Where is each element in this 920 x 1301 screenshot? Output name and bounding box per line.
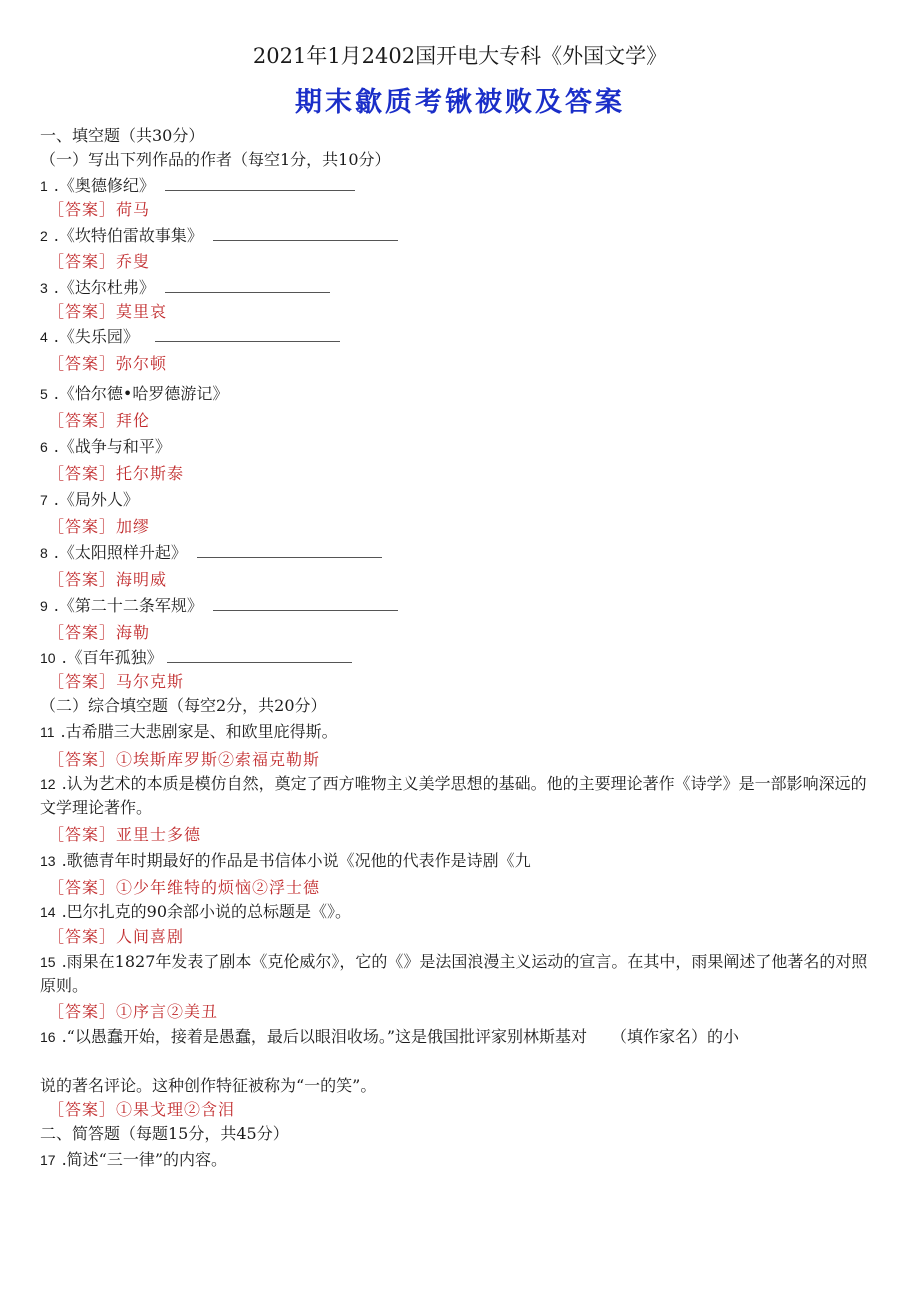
answer-12: ［答案］亚里士多德 xyxy=(48,825,202,844)
answer-2: ［答案］乔叟 xyxy=(48,252,151,271)
question-15 xyxy=(40,950,882,998)
question-12 xyxy=(40,772,882,820)
question-text: .《恰尔德•哈罗德游记》 xyxy=(53,384,229,403)
answer-5: ［答案］拜伦 xyxy=(48,411,151,430)
answer-blank xyxy=(155,340,340,342)
question-16-continued: 说的著名评论。这种创作特征被称为“一的笑”。 xyxy=(40,1076,377,1095)
question-number: 17 xyxy=(40,1152,56,1168)
question-2 xyxy=(40,226,398,246)
answer-16: ［答案］①果戈理②含泪 xyxy=(48,1100,236,1119)
question-4 xyxy=(40,327,340,347)
question-number: 3 xyxy=(40,280,48,296)
question-number: 9 xyxy=(40,598,48,614)
question-number: 12 xyxy=(40,776,56,792)
title-line-1: 2021年1月2402国开电大专科《外国文学》 xyxy=(252,44,668,68)
question-number: 5 xyxy=(40,386,48,402)
question-number: 11 xyxy=(40,724,55,740)
answer-13: ［答案］①少年维特的烦恼②浮士德 xyxy=(48,878,321,897)
question-text: .《奥德修纪》 xyxy=(53,176,155,195)
answer-blank xyxy=(213,239,398,241)
answer-8: ［答案］海明威 xyxy=(48,570,168,589)
question-16 xyxy=(40,1027,739,1047)
question-number: 2 xyxy=(40,228,48,244)
answer-10: ［答案］马尔克斯 xyxy=(48,672,185,691)
title-line-2: 期末歙质考锹被败及答案 xyxy=(295,87,625,118)
answer-3: ［答案］莫里哀 xyxy=(48,302,168,321)
answer-4: ［答案］弥尔顿 xyxy=(48,354,168,373)
question-6 xyxy=(40,437,171,457)
answer-blank xyxy=(165,189,355,191)
question-text: .雨果在1827年发表了剧本《克伦威尔》，它的《》是法国浪漫主义运动的宣言。在其中，雨果阐述了他著名的对照原则。 xyxy=(40,952,868,995)
question-text: .古希腊三大悲剧家是、和欧里庇得斯。 xyxy=(60,722,338,741)
question-number: 13 xyxy=(40,853,56,869)
question-number: 1 xyxy=(40,178,48,194)
question-number: 14 xyxy=(40,904,56,920)
question-text: .《第二十二条军规》 xyxy=(53,596,203,615)
question-10 xyxy=(40,648,352,668)
question-5 xyxy=(40,384,228,404)
question-text: .认为艺术的本质是模仿自然，奠定了西方唯物主义美学思想的基础。他的主要理论著作《诗学》是一部影响深远的文学理论著作。 xyxy=(40,774,867,817)
question-9 xyxy=(40,596,398,616)
question-8 xyxy=(40,543,382,563)
answer-14: ［答案］人间喜剧 xyxy=(48,927,185,946)
answer-1: ［答案］荷马 xyxy=(48,200,151,219)
answer-7: ［答案］加缪 xyxy=(48,517,151,536)
question-number: 10 xyxy=(40,650,56,666)
subsection-2-heading: （二）综合填空题（每空2分，共20分） xyxy=(40,696,327,715)
question-number: 16 xyxy=(40,1029,56,1045)
question-text: .《局外人》 xyxy=(53,490,139,509)
subsection-1-heading: （一）写出下列作品的作者（每空1分，共10分） xyxy=(40,150,391,169)
answer-9: ［答案］海勒 xyxy=(48,623,151,642)
question-text: .《达尔杜弗》 xyxy=(53,278,155,297)
answer-blank xyxy=(197,556,382,558)
question-number: 7 xyxy=(40,492,48,508)
question-text: .《战争与和平》 xyxy=(53,437,171,456)
question-text: .歌德青年时期最好的作品是书信体小说《况他的代表作是诗剧《九 xyxy=(61,851,531,870)
answer-6: ［答案］托尔斯泰 xyxy=(48,464,185,483)
question-number: 6 xyxy=(40,439,48,455)
question-17 xyxy=(40,1150,227,1170)
answer-blank xyxy=(165,291,330,293)
question-text: .《太阳照样升起》 xyxy=(53,543,187,562)
question-13 xyxy=(40,851,531,871)
question-text-part-1: .“以愚蠢开始，接着是愚蠢，最后以眼泪收场。”这是俄国批评家别林斯基对 （填作家名）的小 xyxy=(61,1027,740,1046)
answer-blank xyxy=(167,661,352,663)
question-text: .《坎特伯雷故事集》 xyxy=(53,226,203,245)
question-number: 15 xyxy=(40,954,56,970)
question-11 xyxy=(40,722,338,742)
section-1-heading: 一、填空题（共30分） xyxy=(40,126,205,145)
question-text: .巴尔扎克的90余部小说的总标题是《》。 xyxy=(61,902,352,921)
question-text: .《失乐园》 xyxy=(53,327,139,346)
answer-blank xyxy=(213,609,398,611)
section-2-heading: 二、简答题（每题15分，共45分） xyxy=(40,1124,289,1143)
question-1 xyxy=(40,176,355,196)
question-7 xyxy=(40,490,139,510)
answer-11: ［答案］①埃斯库罗斯②索福克勒斯 xyxy=(48,750,321,769)
question-number: 4 xyxy=(40,329,48,345)
question-text: .《百年孤独》 xyxy=(61,648,163,667)
question-number: 8 xyxy=(40,545,48,561)
question-3 xyxy=(40,278,330,298)
question-14 xyxy=(40,902,351,922)
question-text: .简述“三一律”的内容。 xyxy=(61,1150,228,1169)
answer-15: ［答案］①序言②美丑 xyxy=(48,1002,219,1021)
